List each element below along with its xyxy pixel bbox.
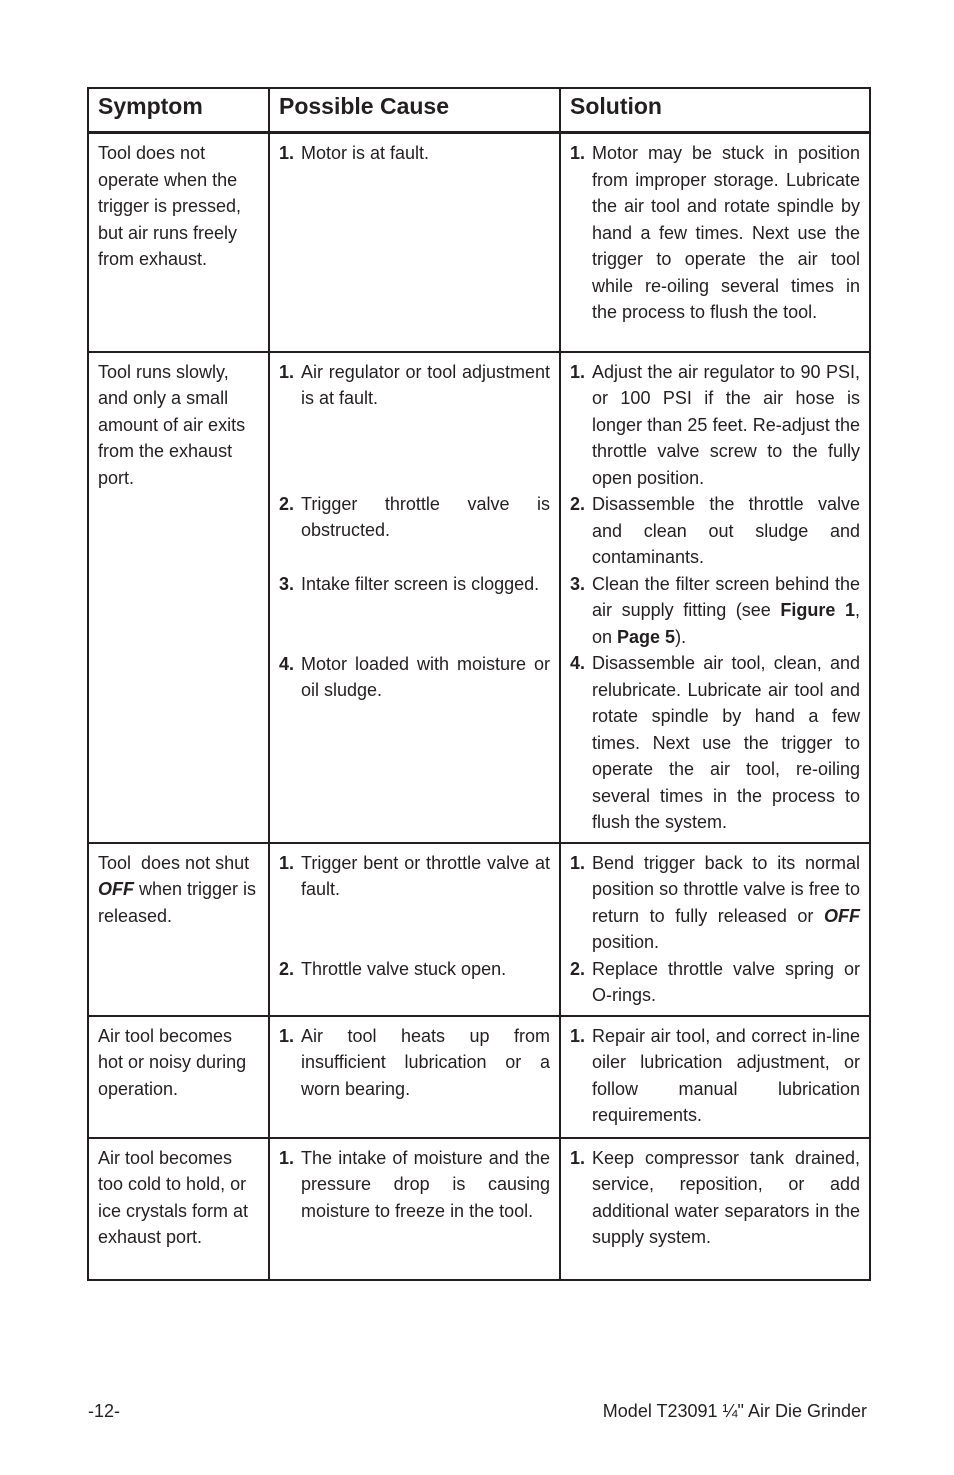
symptom-cell — [88, 352, 269, 843]
cause-text: Motor loaded with moisture or oil sludge. — [301, 653, 550, 700]
solution-text: Replace throttle valve spring or O-rings. — [592, 958, 860, 1005]
symptom-cell — [88, 133, 269, 352]
solution-text: Repair air tool, and correct in-line oiler lubrication adjustment, or follow manual lubrication requirements. — [592, 1025, 860, 1125]
cause-item — [279, 850, 550, 956]
solution-text: position. — [592, 932, 660, 952]
solution-cell — [560, 1016, 870, 1138]
cause-item — [279, 651, 550, 704]
item-number: 3. — [279, 573, 295, 594]
cause-cell — [269, 352, 560, 843]
cause-text: Throttle valve stuck open. — [301, 958, 507, 979]
page-reference: Page 5 — [617, 626, 676, 647]
cause-text: Air regulator or tool adjustment is at fault. — [301, 361, 550, 408]
cause-item — [279, 140, 550, 167]
table-row — [88, 1138, 870, 1280]
item-number: 1. — [570, 1025, 586, 1046]
symptom-cell — [88, 1138, 269, 1280]
solution-item — [570, 571, 860, 651]
symptom-text: Tool runs slowly, and only a small amount of air exits from the exhaust port. — [98, 361, 246, 488]
solution-text: ). — [675, 626, 687, 647]
item-number: 1. — [279, 143, 295, 163]
item-number: 2. — [279, 958, 295, 979]
table-row — [88, 133, 870, 352]
solution-cell — [560, 843, 870, 1016]
solution-item — [570, 1023, 860, 1129]
off-emphasis: OFF — [824, 905, 860, 926]
item-number: 1. — [279, 1025, 295, 1046]
symptom-cell — [88, 1016, 269, 1138]
page-number: -12- — [88, 1401, 121, 1421]
cause-text: Trigger throttle valve is obstructed. — [301, 493, 550, 540]
item-number: 2. — [279, 493, 295, 514]
item-number: 2. — [570, 494, 586, 514]
solution-text: Disassemble air tool, clean, and relubricate. Lubricate air tool and rotate spindle by hand a few times. Next use the trigger to operate the air tool, re-oiling several times in the process to flush the system. — [592, 653, 860, 832]
symptom-text: when trigger is released. — [98, 879, 257, 926]
symptom-cell — [88, 843, 269, 1016]
model-name: Model T23091 ¼" Air Die Grinder — [602, 1401, 867, 1421]
cause-cell — [269, 1016, 560, 1138]
item-number: 1. — [279, 1147, 295, 1168]
table-row — [88, 1016, 870, 1138]
item-number: 1. — [279, 852, 295, 873]
cause-cell — [269, 1138, 560, 1280]
cause-text: Trigger bent or throttle valve at fault. — [301, 852, 550, 899]
solution-cell — [560, 1138, 870, 1280]
solution-text: Keep compressor tank drained, service, reposition, or add additional water separators in the supply system. — [592, 1147, 860, 1247]
symptom-text: Tool does not operate when the trigger is pressed, but air runs freely from exhaust. — [98, 143, 242, 269]
item-number: 1. — [570, 1147, 586, 1168]
cause-cell — [269, 133, 560, 352]
item-number: 1. — [570, 852, 586, 873]
symptom-text: Air tool becomes hot or noisy during operation. — [98, 1025, 247, 1099]
item-number: 2. — [570, 958, 586, 979]
solution-text: Adjust the air regulator to 90 PSI, or 100 PSI if the air hose is longer than 25 feet. Re-adjust the throttle valve screw to the fully open position. — [592, 361, 860, 488]
item-number: 4. — [279, 653, 295, 674]
off-emphasis: OFF — [98, 879, 134, 899]
cause-item — [279, 956, 550, 983]
solution-item — [570, 650, 860, 836]
item-number: 3. — [570, 573, 586, 594]
cause-item — [279, 359, 550, 491]
solution-header: Solution — [560, 88, 870, 133]
solution-text: Motor may be stuck in position from improper storage. Lubricate the air tool and rotate spindle by hand a few times. Next use the trigger to operate the air tool while re-oiling several times in the process to flush the tool. — [592, 143, 860, 322]
cause-text: The intake of moisture and the pressure drop is causing moisture to freeze in the tool. — [301, 1147, 550, 1221]
solution-cell — [560, 352, 870, 843]
cause-item — [279, 491, 550, 571]
figure-reference: Figure 1 — [780, 600, 855, 620]
item-number: 1. — [279, 361, 295, 382]
solution-item — [570, 1145, 860, 1251]
solution-item — [570, 359, 860, 492]
solution-text: Bend trigger back to its normal position so throttle valve is free to return to fully released or — [592, 852, 860, 926]
table-row — [88, 352, 870, 843]
solution-text: Clean the filter screen behind the air supply fitting (see — [592, 573, 860, 620]
cause-text: Air tool heats up from insufficient lubrication or a worn bearing. — [301, 1025, 550, 1099]
item-number: 1. — [570, 361, 586, 382]
header-row — [88, 88, 870, 133]
table-row — [88, 843, 870, 1016]
cause-item — [279, 1023, 550, 1103]
solution-item — [570, 956, 860, 1009]
cause-header: Possible Cause — [269, 88, 560, 133]
cause-text: Motor is at fault. — [301, 143, 430, 163]
cause-item — [279, 571, 550, 651]
cause-cell — [269, 843, 560, 1016]
item-number: 1. — [570, 143, 586, 163]
solution-cell — [560, 133, 870, 352]
symptom-text: Air tool becomes too cold to hold, or ice crystals form at exhaust port. — [98, 1147, 249, 1247]
cause-item — [279, 1145, 550, 1225]
solution-item — [570, 850, 860, 956]
solution-item — [570, 140, 860, 326]
solution-text: , on — [592, 600, 860, 647]
symptom-header: Symptom — [88, 88, 269, 133]
item-number: 4. — [570, 653, 586, 673]
troubleshooting-table — [87, 87, 871, 1281]
cause-text: Intake filter screen is clogged. — [301, 573, 540, 594]
symptom-text: Tool does not shut — [98, 852, 255, 873]
solution-text: Disassemble the throttle valve and clean out sludge and contaminants. — [592, 494, 860, 567]
solution-item — [570, 491, 860, 571]
